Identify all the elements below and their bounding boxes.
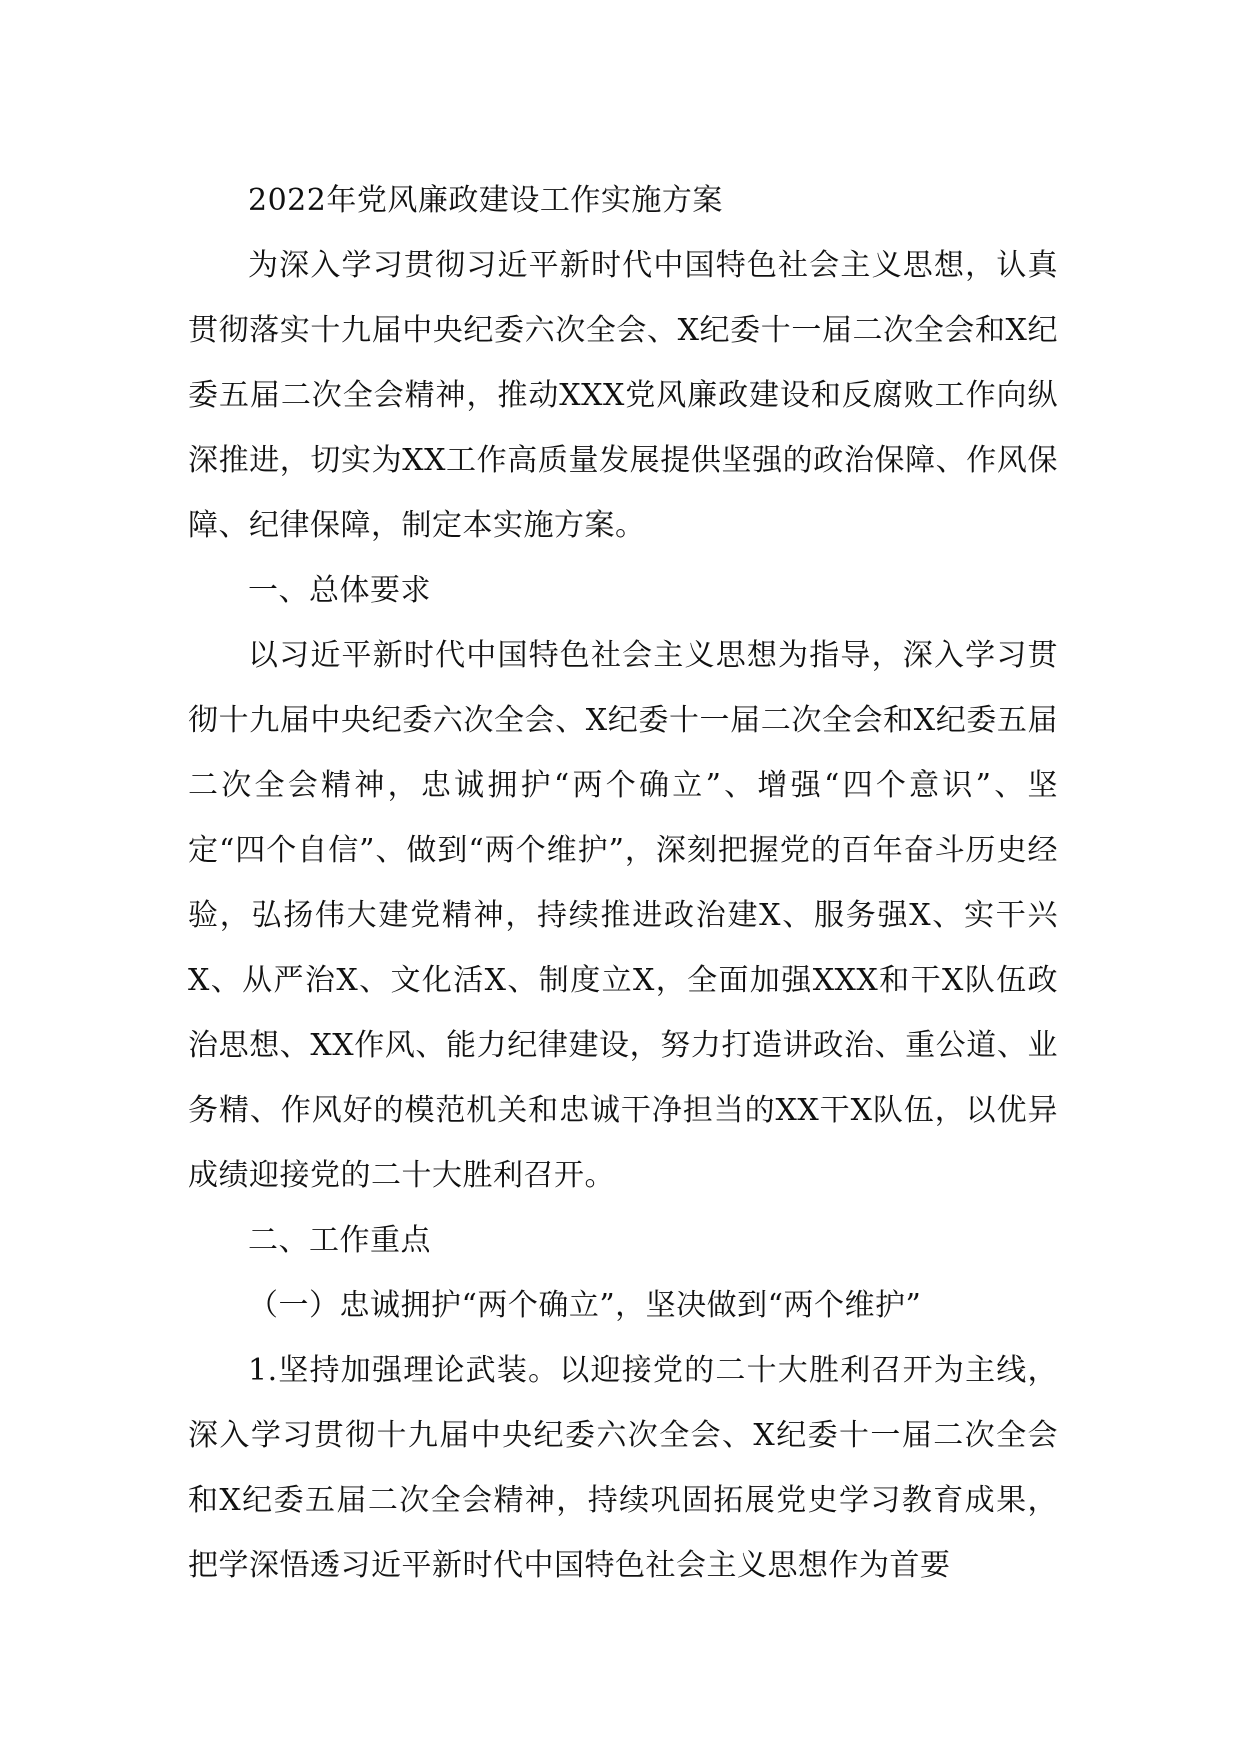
document-body bbox=[188, 168, 1058, 1598]
section-heading-general-requirements: 一、总体要求 bbox=[248, 573, 431, 608]
subsection-heading-1: （一）忠诚拥护“两个确立”，坚决做到“两个维护” bbox=[248, 1288, 922, 1323]
paragraph-general-requirements: 以习近平新时代中国特色社会主义思想为指导，深入学习贯彻十九届中央纪委六次全会、X纪委十一届二次全会和X纪委五届二次全会精神，忠诚拥护“两个确立”、增强“四个意识”、坚定“四个自信”、做到“两个维护”，深刻把握党的百年奋斗历史经验，弘扬伟大建党精神，持续推进政治建X、服务强X、实干兴X、从严治X、文化活X、制度立X，全面加强XXX和干X队伍政治思想、XX作风、能力纪律建设，努力打造讲政治、重公道、业务精、作风好的模范机关和忠诚干净担当的XX干X队伍，以优异成绩迎接党的二十大胜利召开。 bbox=[188, 638, 1058, 1193]
document-title: 2022年党风廉政建设工作实施方案 bbox=[248, 183, 723, 218]
paragraph-item-1: 1.坚持加强理论武装。以迎接党的二十大胜利召开为主线，深入学习贯彻十九届中央纪委六次全会、X纪委十一届二次全会和X纪委五届二次全会精神，持续巩固拓展党史学习教育成果，把学深悟透习近平新时代中国特色社会主义思想作为首要 bbox=[188, 1353, 1058, 1583]
paragraph-intro: 为深入学习贯彻习近平新时代中国特色社会主义思想，认真贯彻落实十九届中央纪委六次全会、X纪委十一届二次全会和X纪委五届二次全会精神，推动XXX党风廉政建设和反腐败工作向纵深推进，切实为XX工作高质量发展提供坚强的政治保障、作风保障、纪律保障，制定本实施方案。 bbox=[188, 248, 1058, 543]
section-heading-work-focus: 二、工作重点 bbox=[248, 1223, 431, 1258]
